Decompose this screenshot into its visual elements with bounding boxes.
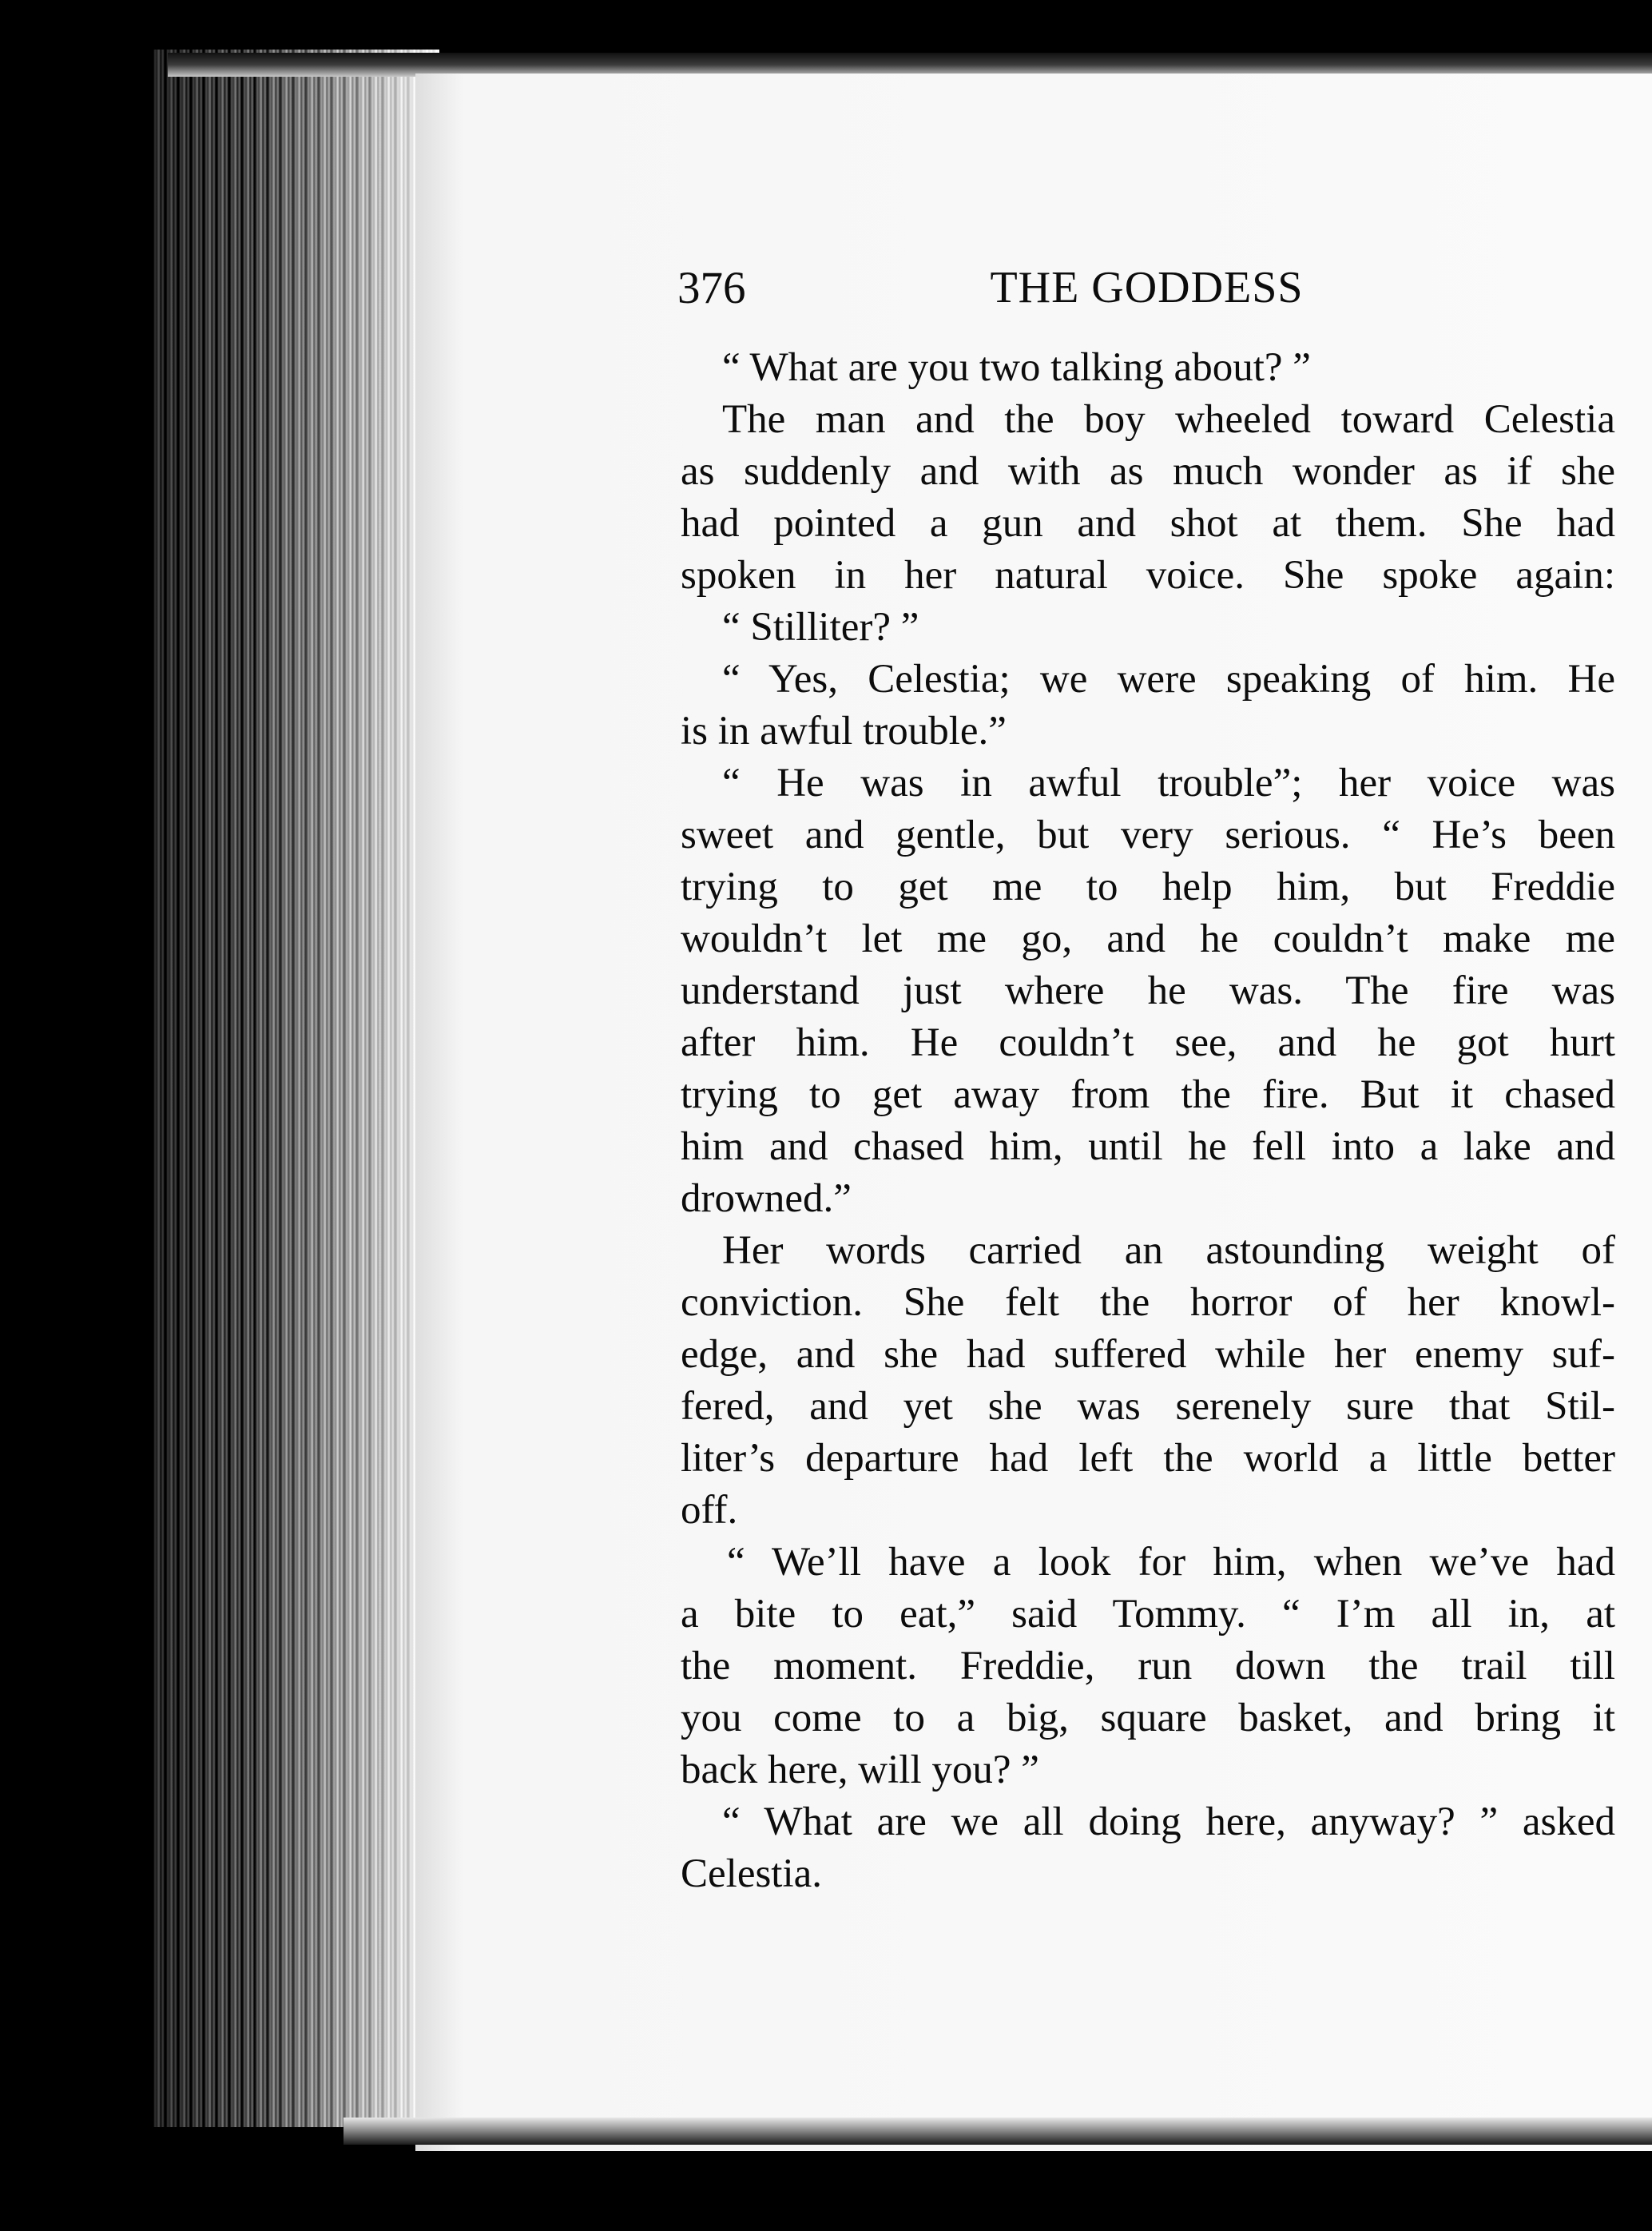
text-line: spoken in her natural voice. She spoke again: xyxy=(681,553,1615,598)
text-line: “ What are we all doing here, anyway? ” asked xyxy=(722,1800,1615,1844)
page-header xyxy=(677,262,1616,318)
text-line: The man and the boy wheeled toward Celestia xyxy=(722,397,1615,442)
running-head: THE GODDESS xyxy=(990,263,1304,312)
text-line: him and chased him, until he fell into a lake and xyxy=(681,1124,1615,1169)
text-line: you come to a big, square basket, and bring it xyxy=(681,1696,1615,1740)
text-line: conviction. She felt the horror of her knowl- xyxy=(681,1280,1615,1325)
text-line: the moment. Freddie, run down the trail till xyxy=(681,1644,1615,1688)
text-line: edge, and she had suffered while her enemy suf- xyxy=(681,1332,1615,1377)
text-line: wouldn’t let me go, and he couldn’t make me xyxy=(681,917,1615,961)
bottom-page-edge xyxy=(344,2118,1652,2145)
text-line: “ He was in awful trouble”; her voice was xyxy=(722,761,1615,805)
text-line: “ We’ll have a look for him, when we’ve had xyxy=(727,1540,1615,1585)
text-line: as suddenly and with as much wonder as if she xyxy=(681,449,1615,494)
text-line: Her words carried an astounding weight of xyxy=(722,1228,1615,1273)
text-line: back here, will you? ” xyxy=(681,1748,1039,1792)
text-line: understand just where he was. The fire was xyxy=(681,968,1615,1013)
page-number: 376 xyxy=(677,263,746,313)
text-line: a bite to eat,” said Tommy. “ I’m all in, at xyxy=(681,1592,1615,1636)
text-line: “ Yes, Celestia; we were speaking of him. He xyxy=(722,657,1615,702)
body-text xyxy=(681,342,1615,1900)
page-stack-edge xyxy=(152,50,439,2127)
text-line: sweet and gentle, but very serious. “ He’s been xyxy=(681,813,1615,857)
text-line: “ What are you two talking about? ” xyxy=(722,345,1311,390)
text-line: liter’s departure had left the world a little better xyxy=(681,1436,1615,1481)
text-line: off. xyxy=(681,1488,738,1533)
text-line: is in awful trouble.” xyxy=(681,709,1007,754)
text-line: drowned.” xyxy=(681,1176,852,1221)
text-line: trying to get away from the fire. But it chased xyxy=(681,1072,1615,1117)
text-line: had pointed a gun and shot at them. She had xyxy=(681,501,1615,546)
text-line: fered, and yet she was serenely sure that Stil- xyxy=(681,1384,1615,1429)
text-line: Celestia. xyxy=(681,1851,823,1896)
text-line: after him. He couldn’t see, and he got hurt xyxy=(681,1020,1615,1065)
text-line: trying to get me to help him, but Freddie xyxy=(681,865,1615,909)
text-line: “ Stilliter? ” xyxy=(722,605,919,650)
